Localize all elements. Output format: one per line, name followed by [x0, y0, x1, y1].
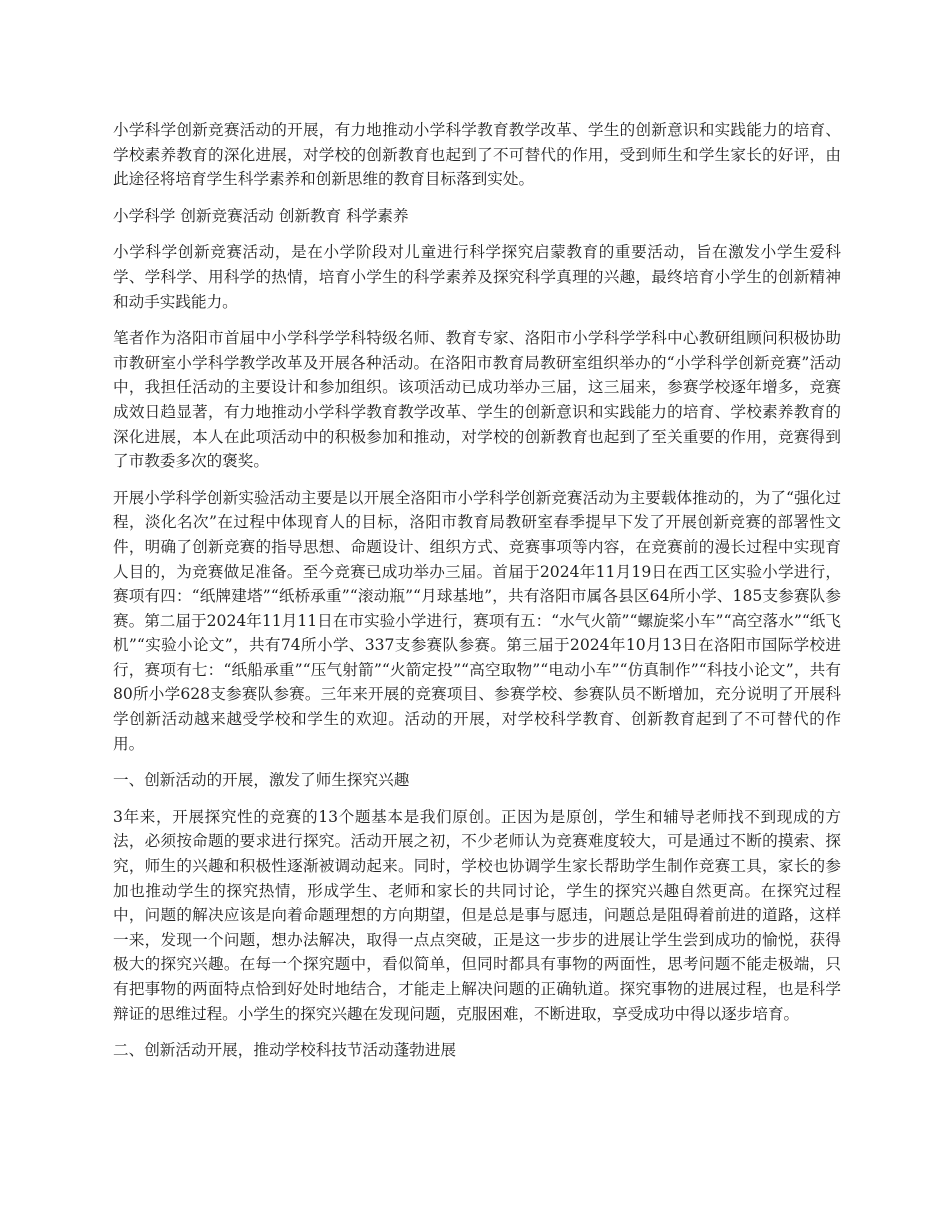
document-page [113, 118, 841, 1075]
author-paragraph: 笔者作为洛阳市首届中小学科学学科特级名师、教育专家、洛阳市小学科学学科中心教研组顾问积极协助市教研室小学科学教学改革及开展各种活动。在洛阳市教育局教研室组织举办的“小学科学创新竞赛”活动中，我担任活动的主要设计和参加组织。该项活动已成功举办三届，这三届来，参赛学校逐年增多，竞赛成效日趋显著，有力地推动小学科学教育教学改革、学生的创新意识和实践能力的培育、学校素养教育的深化进展，本人在此项活动中的积极参加和推动，对学校的创新教育也起到了至关重要的作用，竞赛得到了市教委多次的褒奖。 [113, 329, 841, 471]
intro-paragraph: 小学科学创新竞赛活动，是在小学阶段对儿童进行科学探究启蒙教育的重要活动，旨在激发小学生爱科学、学科学、用科学的热情，培育小学生的科学素养及探究科学真理的兴趣，最终培育小学生的创新精神和动手实践能力。 [113, 243, 841, 311]
section-1-heading: 一、创新活动的开展，激发了师生探究兴趣 [113, 771, 410, 790]
section-1-paragraph: 3年来，开展探究性的竞赛的13个题基本是我们原创。正因为是原创，学生和辅导老师找不到现成的方法，必须按命题的要求进行探究。活动开展之初，不少老师认为竞赛难度较大，可是通过不断的摸索、探究，师生的兴趣和积极性逐渐被调动起来。同时，学校也协调学生家长帮助学生制作竞赛工具，家长的参加也推动学生的探究热情，形成学生、老师和家长的共同讨论，学生的探究兴趣自然更高。在探究过程中，问题的解决应该是向着命题理想的方向期望，但是总是事与愿违，问题总是阻碍着前进的道路，这样一来，发现一个问题，想办法解决，取得一点点突破，正是这一步步的进展让学生尝到成功的愉悦，获得极大的探究兴趣。在每一个探究题中，看似简单，但同时都具有事物的两面性，思考问题不能走极端，只有把事物的两面特点恰到好处时地结合，才能走上解决问题的正确轨道。探究事物的进展过程，也是科学辩证的思维过程。小学生的探究兴趣在发现问题，克服困难，不断进取，享受成功中得以逐步培育。 [113, 807, 841, 1023]
section-2-heading: 二、创新活动开展，推动学校科技节活动蓬勃进展 [113, 1041, 457, 1060]
keywords-line: 小学科学 创新竞赛活动 创新教育 科学素养 [113, 206, 409, 225]
competition-history-paragraph: 开展小学科学创新实验活动主要是以开展全洛阳市小学科学创新竞赛活动为主要载体推动的，为了“强化过程，淡化名次”在过程中体现育人的目标，洛阳市教育局教研室春季提早下发了开展创新竞赛的部署性文件，明确了创新竞赛的指导思想、命题设计、组织方式、竞赛事项等内容，在竞赛前的漫长过程中实现育人目的，为竞赛做足准备。至今竞赛已成功举办三届。首届于2024年11月19日在西工区实验小学进行，赛项有四：“纸牌建塔”“纸桥承重”“滚动瓶”“月球基地”，共有洛阳市属各县区64所小学、185支参赛队参赛。第二届于2024年11月11日在市实验小学进行，赛项有五：“水气火箭”“螺旋桨小车”“高空落水”“纸飞机”“实验小论文”，共有74所小学、337支参赛队参赛。第三届于2024年10月13日在洛阳市国际学校进行，赛项有七：“纸船承重”“压气射箭”“火箭定投”“高空取物”“电动小车”“仿真制作”“科技小论文”，共有80所小学628支参赛队参赛。三年来开展的竞赛项目、参赛学校、参赛队员不断增加，充分说明了开展科学创新活动越来越受学校和学生的欢迎。活动的开展，对学校科学教育、创新教育起到了不可替代的作用。 [113, 488, 841, 753]
abstract-paragraph: 小学科学创新竞赛活动的开展，有力地推动小学科学教育教学改革、学生的创新意识和实践能力的培育、学校素养教育的深化进展，对学校的创新教育也起到了不可替代的作用，受到师生和学生家长的好评，由此途径将培育学生科学素养和创新思维的教育目标落到实处。 [113, 121, 841, 189]
